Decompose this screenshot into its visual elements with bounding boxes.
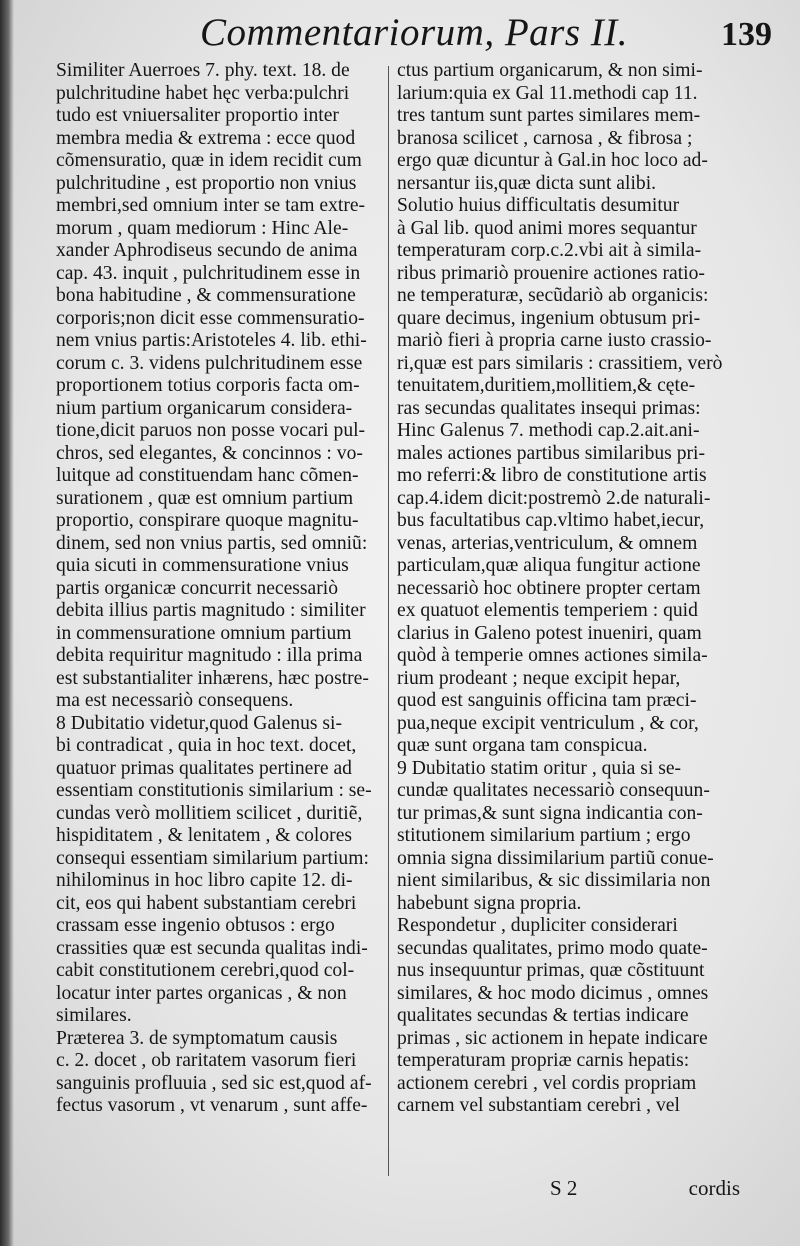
text-line: Respondetur , dupliciter considerari	[397, 915, 678, 936]
text-line: chros, sed elegantes, & concinnos : vo-	[56, 442, 363, 464]
text-line: tres tantum sunt partes similares mem-	[397, 105, 701, 126]
text-line: fectus vasorum , vt venarum , sunt affe-	[56, 1095, 368, 1116]
text-line: 9 Dubitatio statim oritur , quia si se-	[397, 757, 682, 779]
text-line: locatur inter partes organicas , & non	[56, 982, 347, 1004]
text-line: nersantur iis,quæ dicta sunt alibi.	[397, 172, 657, 194]
text-line: ex quatuot elementis temperiem : quid	[397, 600, 698, 621]
text-line: necessariò hoc obtinere propter certam	[397, 577, 701, 599]
left-text-column	[56, 60, 384, 1118]
text-line: cap.4.idem dicit:postremò 2.de naturali-	[397, 487, 711, 509]
text-line: quod est sanguinis officina tam præci-	[397, 690, 697, 711]
text-line: crassam esse ingenio obtusos : ergo	[56, 915, 335, 936]
text-line: ergo quæ dicuntur à Gal.in hoc loco ad-	[397, 150, 708, 171]
text-line: particulam,quæ aliqua fungitur actione	[397, 555, 701, 576]
text-line: nem vnius partis:Aristoteles 4. lib. ethi-	[56, 330, 367, 351]
text-line: c. 2. docet , ob raritatem vasorum fieri	[56, 1050, 357, 1071]
text-line: bi contradicat , quia in hoc text. docet,	[56, 735, 357, 756]
text-line: similares.	[56, 1005, 132, 1026]
text-line: tenuitatem,duritiem,mollitiem,& cęte-	[397, 375, 696, 396]
text-line: essentiam constitutionis similarium : se-	[56, 780, 372, 801]
text-line: consequi essentiam similarium partium:	[56, 847, 369, 869]
text-line: tur primas,& sunt signa indicantia con-	[397, 802, 703, 824]
text-line: morum , quam mediorum : Hinc Ale-	[56, 217, 349, 239]
text-line: ri,quæ est pars similaris : crassitiem, verò	[397, 352, 723, 374]
text-line: quatuor primas qualitates pertinere ad	[56, 757, 352, 779]
text-line: quæ sunt organa tam conspicua.	[397, 735, 648, 756]
column-divider	[388, 66, 389, 1176]
signature-mark: S 2	[550, 1176, 578, 1200]
text-line: proportio, conspirare quoque magnitu-	[56, 510, 359, 531]
text-line: venas, arterias,ventriculum, & omnem	[397, 532, 698, 554]
text-line: cap. 43. inquit , pulchritudinem esse in	[56, 262, 361, 284]
text-line: bona habitudine , & commensuratione	[56, 285, 356, 306]
text-line: corporis;non dicit esse commensuratio-	[56, 307, 365, 329]
right-text-column	[397, 60, 737, 1118]
text-line: ne temperaturæ, secũdariò ab organicis:	[397, 285, 709, 306]
text-line: cundas verò mollitiem scilicet , duritiẽ,	[56, 802, 363, 824]
text-line: membra media & extrema : ecce quod	[56, 127, 356, 149]
text-line: cundæ qualitates necessariò consequun-	[397, 780, 710, 801]
text-line: xander Aphrodiseus secundo de anima	[56, 240, 358, 261]
text-line: cabit constitutionem cerebri,quod col-	[56, 960, 355, 981]
page-header	[0, 4, 800, 60]
text-line: membri,sed omnium inter se tam extre-	[56, 195, 366, 216]
page-number: 139	[721, 16, 772, 53]
text-line: debita requiritur magnitudo : illa prima	[56, 645, 363, 666]
catchword: cordis	[688, 1176, 740, 1200]
text-line: branosa scilicet , carnosa , & fibrosa ;	[397, 127, 693, 149]
text-line: luitque ad constituendam hanc cõmen-	[56, 465, 359, 486]
text-line: ribus primariò prouenire actiones ratio-	[397, 262, 705, 284]
text-line: proportionem totius corporis facta om-	[56, 375, 360, 396]
text-line: crassities quæ est secunda qualitas indi-	[56, 937, 368, 959]
text-line: actionem cerebri , vel cordis propriam	[397, 1072, 697, 1094]
text-line: cõmensuratio, quæ in idem recidit cum	[56, 150, 362, 171]
text-line: sanguinis profluuia , sed sic est,quod af-	[56, 1072, 372, 1094]
text-line: 8 Dubitatio videtur,quod Galenus si-	[56, 712, 343, 734]
text-line: partis organicæ concurrit necessariò	[56, 577, 339, 599]
text-line: à Gal lib. quod animi mores sequantur	[397, 217, 697, 239]
text-line: temperaturam propriæ carnis hepatis:	[397, 1050, 690, 1071]
text-line: Solutio huius difficultatis desumitur	[397, 195, 680, 216]
text-line: quare decimus, ingenium obtusum pri-	[397, 307, 701, 329]
running-title: Commentariorum, Pars II.	[200, 11, 628, 54]
page-footer	[540, 1176, 740, 1202]
text-line: mo referri:& libro de constitutione artis	[397, 465, 707, 486]
page-gutter-shadow	[0, 0, 14, 1246]
text-line: surationem , quæ est omnium partium	[56, 487, 354, 509]
text-line: cit, eos qui habent substantiam cerebri	[56, 892, 357, 914]
text-line: habebunt signa propria.	[397, 892, 582, 914]
text-line: Hinc Galenus 7. methodi cap.2.ait.ani-	[397, 420, 700, 441]
text-line: nus insequuntur primas, quæ cõstituunt	[397, 960, 705, 981]
text-line: larium:quia ex Gal 11.methodi cap 11.	[397, 82, 698, 104]
text-line: similares, & hoc modo dicimus , omnes	[397, 982, 709, 1004]
text-line: debita illius partis magnitudo : similiter	[56, 600, 366, 621]
text-line: pulchritudine habet hęc verba:pulchri	[56, 82, 350, 104]
text-line: in commensuratione omnium partium	[56, 622, 352, 644]
text-line: primas , sic actionem in hepate indicare	[397, 1027, 708, 1049]
text-line: nihilominus in hoc libro capite 12. di-	[56, 870, 353, 891]
text-line: bus facultatibus cap.vltimo habet,iecur,	[397, 510, 705, 531]
text-line: carnem vel substantiam cerebri , vel	[397, 1095, 680, 1116]
text-line: dinem, sed non vnius partis, sed omniũ:	[56, 532, 368, 554]
text-line: ras secundas qualitates insequi primas:	[397, 397, 701, 419]
text-line: ctus partium organicarum, & non simi-	[397, 60, 703, 81]
text-line: tione,dicit paruos non posse vocari pul-	[56, 420, 366, 441]
text-line: hispiditatem , & lenitatem , & colores	[56, 825, 353, 846]
text-line: pua,neque excipit ventriculum , & cor,	[397, 712, 699, 734]
text-line: stitutionem similarium partium ; ergo	[397, 825, 691, 846]
text-line: ma est necessariò consequens.	[56, 690, 294, 711]
text-line: tudo est vniuersaliter proportio inter	[56, 105, 339, 126]
text-line: nient similaribus, & sic dissimilaria non	[397, 870, 711, 891]
text-line: rium prodeant ; neque excipit hepar,	[397, 667, 681, 689]
text-line: qualitates secundas & tertias indicare	[397, 1005, 689, 1026]
text-line: secundas qualitates, primo modo quate-	[397, 937, 708, 959]
text-line: nium partium organicarum considera-	[56, 397, 353, 419]
text-line: corum c. 3. videns pulchritudinem esse	[56, 352, 363, 374]
text-line: est substantialiter inhærens, hæc postre-	[56, 667, 369, 689]
text-line: pulchritudine , est proportio non vnius	[56, 172, 357, 194]
text-line: Similiter Auerroes 7. phy. text. 18. de	[56, 60, 350, 81]
text-line: quia sicuti in commensuratione vnius	[56, 555, 349, 576]
text-line: temperaturam corp.c.2.vbi ait à simila-	[397, 240, 702, 261]
text-line: mariò fieri à propria carne iusto crassio-	[397, 330, 712, 351]
text-line: quòd à temperie omnes actiones simila-	[397, 645, 708, 666]
text-line: Præterea 3. de symptomatum causis	[56, 1027, 338, 1049]
text-line: males actiones partibus similaribus pri-	[397, 442, 705, 464]
text-line: clarius in Galeno potest inueniri, quam	[397, 622, 702, 644]
text-line: omnia signa dissimilarium partiũ conue-	[397, 847, 714, 869]
